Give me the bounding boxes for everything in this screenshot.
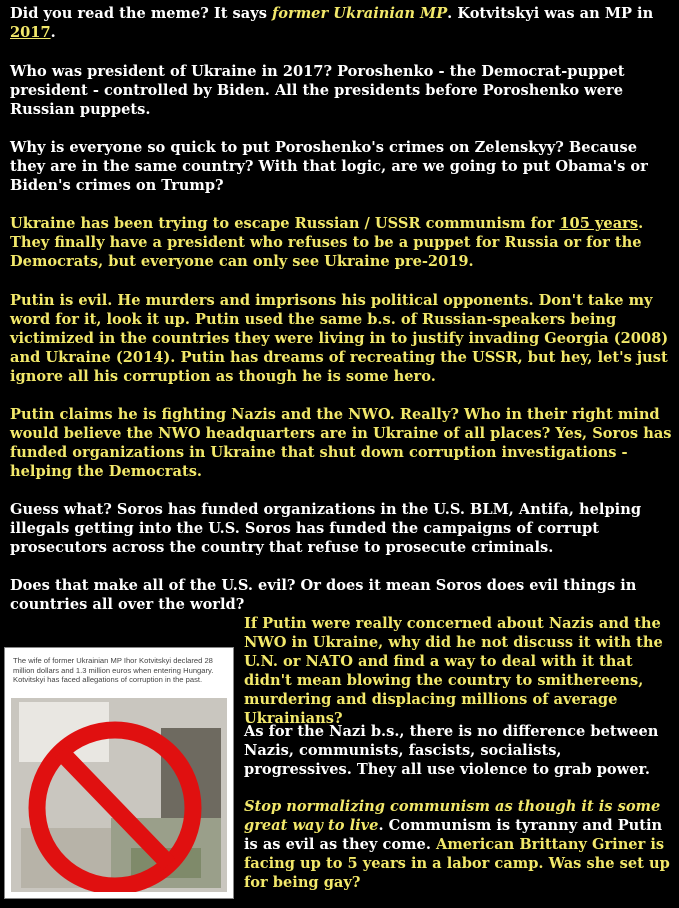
paragraph-un-nato: If Putin were really concerned about Nazis and the NWO in Ukraine, why did he not discuss it with the U.N. or NATO and find a way to deal with it that didn't mean blowing the country to smithereens, murdering and displacing millions of average Ukrainians? [244,615,663,727]
paragraph-soros-us: Guess what? Soros has funded organizations in the U.S. BLM, Antifa, helping illegals getting into the U.S. Soros has funded the campaigns of corrupt prosecutors across the country that refuse to prosecute criminals. [10,501,642,556]
highlight-former-mp: former Ukrainian MP [272,5,448,22]
paragraph-meme-mp: Did you read the meme? It says former Ukrainian MP. Kotvitskyi was an MP in 2017. [10,5,654,41]
paragraph-nazi-bs: As for the Nazi b.s., there is no difference between Nazis, communists, fascists, socialists, progressives. They all use violence to grab power. [244,723,659,778]
paragraph-zelenskyy: Why is everyone so quick to put Poroshenko's crimes on Zelenskyy? Because they are in the same country? With that logic, are we going to put Obama's or Biden's crimes on Trump? [10,139,648,194]
paragraph-us-evil: Does that make all of the U.S. evil? Or does it mean Soros does evil things in countries all over the world? [10,577,637,613]
griner-text: American Brittany Griner is facing up to 5 years in a labor camp. Was she set up for being gay? [244,836,670,891]
italic-stop-normalizing: Stop normalizing communism as though it is some great way to live [244,798,661,834]
underlined-105-years: 105 years [559,215,639,232]
paragraph-communism: Stop normalizing communism as though it is some great way to live. Communism is tyranny and Putin is as evil as they come. American Brittany Griner is facing up to 5 years in a labor camp. Was she set up for being gay? [244,798,670,891]
meme-image [4,647,234,899]
paragraph-poroshenko: Who was president of Ukraine in 2017? Poroshenko - the Democrat-puppet president - controlled by Biden. All the presidents before Poroshenko were Russian puppets. [10,63,625,118]
underlined-year: 2017 [10,24,51,41]
paragraph-nazis-nwo: Putin claims he is fighting Nazis and the NWO. Really? Who in their right mind would believe the NWO headquarters are in Ukraine of all places? Yes, Soros has funded organizations in Ukraine that shut down corruption investigations - helping the Democrats. [10,406,672,480]
paragraph-putin-evil: Putin is evil. He murders and imprisons his political opponents. Don't take my word for it, look it up. Putin used the same b.s. of Russian-speakers being victimized in the countries they were living in to justify invading Georgia (2008) and Ukraine (2014). Putin has dreams of recreating the USSR, but hey, let's just ignore all his corruption as though he is some hero. [10,292,669,385]
paragraph-ukraine-escape: Ukraine has been trying to escape Russian / USSR communism for 105 years. They finally have a president who refuses to be a puppet for Russia or for the Democrats, but everyone can only see Ukraine pre-2019. [10,215,644,270]
meme-caption: The wife of former Ukrainian MP Ihor Kotvitskyi declared 28 million dollars and 1.3 million euros when entering Hungary. Kotvitskyi has faced allegations of corruption in the past. [13,656,214,684]
prohibition-sign-icon [11,698,227,892]
